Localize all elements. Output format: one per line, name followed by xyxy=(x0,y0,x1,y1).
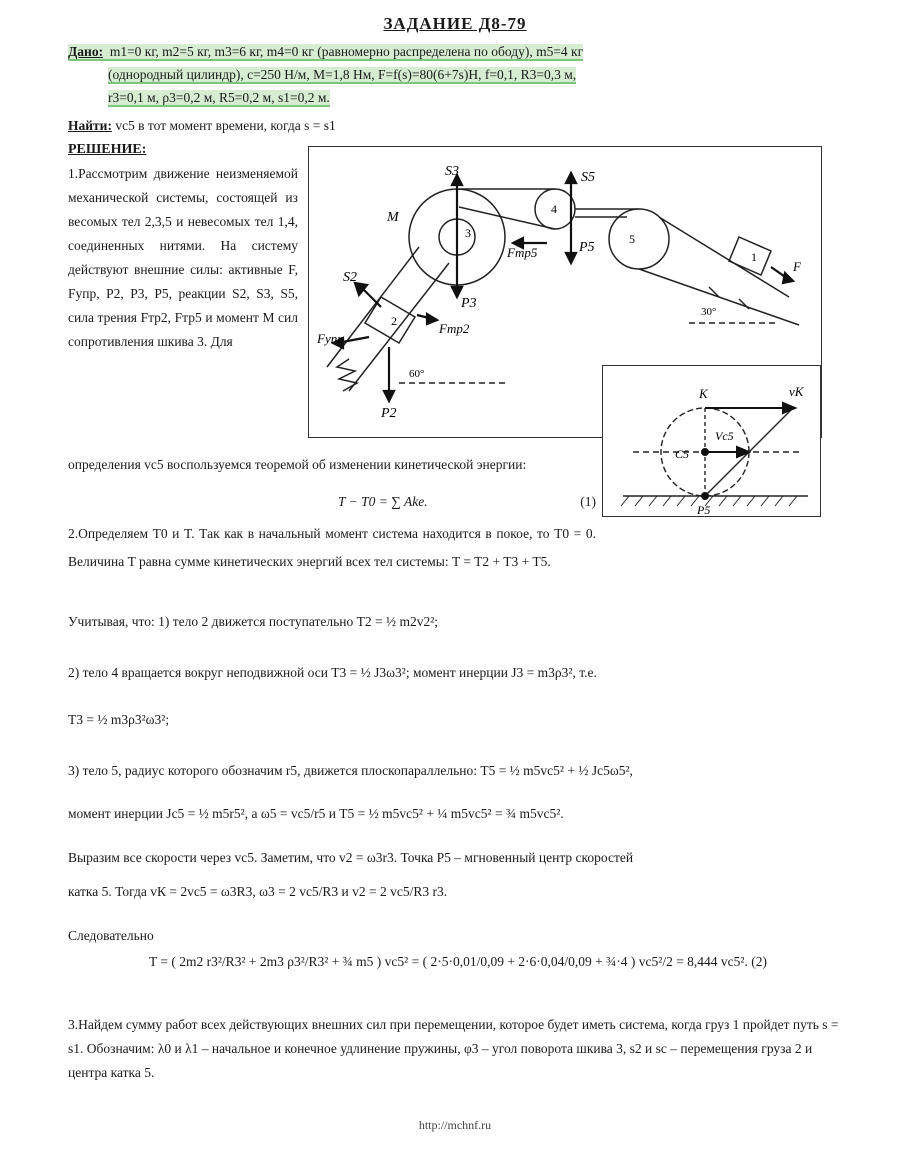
text-line-2: 2) тело 4 вращается вокруг неподвижной оси T3 = ½ J3ω3²; момент инерции J3 = m3ρ3², т.е. xyxy=(68,665,597,680)
label-ftr5: Fтр5 xyxy=(507,245,538,260)
label-angle-30: 30° xyxy=(701,306,717,318)
inset-label-p5: P5 xyxy=(697,503,711,516)
page-title: ЗАДАНИЕ Д8-79 xyxy=(383,14,527,33)
text-line-1: Учитывая, что: 1) тело 2 движется поступательно T2 = ½ m2v2²; xyxy=(68,614,439,629)
label-body-3: 3 xyxy=(465,226,471,240)
inset-label-k: K xyxy=(699,386,708,401)
find-label: Найти: xyxy=(68,118,112,133)
label-fupr: Fупр xyxy=(317,331,344,346)
inset-label-vk: vK xyxy=(789,384,804,399)
label-s2: S2 xyxy=(343,270,357,285)
paragraph-2: 2.Определяем T0 и T. Так как в начальный момент система находится в покое, то T0 = 0. Величина T равна сумме кинетических энергий всех тел системы: T = T2 + T3 + T5. xyxy=(68,526,596,569)
velocity-inset-figure xyxy=(602,365,821,517)
text-line-5: момент инерции Jс5 = ½ m5r5², а ω5 = vс5/r5 и T5 = ½ m5vс5² + ¼ m5vс5² = ¾ m5vс5². xyxy=(68,806,564,821)
solution-label: РЕШЕНИЕ: xyxy=(68,142,147,157)
label-s3: S3 xyxy=(445,164,459,179)
label-ftr2: Fтр2 xyxy=(439,321,470,336)
paragraph-1-continued: определения vс5 воспользуемся теоремой об изменении кинетической энергии: xyxy=(68,457,527,472)
label-m: M xyxy=(387,210,399,225)
kinetic-energy-equation: T = ( 2m2 r3²/R3² + 2m3 ρ3²/R3² + ¾ m5 ) vс5² = ( 2·5·0,01/0,09 + 2·6·0,04/0,09 + ¾·4 ) vс5²/2 = 8,444 vс5². (2) xyxy=(149,954,767,969)
label-s5: S5 xyxy=(581,170,595,185)
given-line-3: r3=0,1 м, ρ3=0,2 м, R5=0,2 м, s1=0,2 м. xyxy=(108,90,330,105)
label-f: F xyxy=(793,259,801,274)
inset-label-c5: C5 xyxy=(675,447,690,461)
text-line-8: Следовательно xyxy=(68,928,154,943)
paragraph-3: 3.Найдем сумму работ всех действующих внешних сил при перемещении, которое будет иметь система, когда груз 1 пройдет путь s = s1. Обозначим: λ0 и λ1 – начальное и конечное удлинение пружины, φ3 – угол поворота шкива 3, s2 и sc – перемещения груза 2 и центра катка 5. xyxy=(68,1017,839,1080)
given-label: Дано: xyxy=(68,44,104,59)
paragraph-1: 1.Рассмотрим движение неизменяемой механической системы, состоящей из весомых тел 2,3,5 и невесомых тел 1,4, соединенных нитями. На систему действуют внешние силы: активные F, Fупр, P2, P3, P5, реакции S2, S3, S5, сила трения Fтр2, Fтр5 и момент M сил сопротивления шкива 3. Для xyxy=(68,166,298,349)
text-line-4: 3) тело 5, радиус которого обозначим r5, движется плоскопараллельно: T5 = ½ m5vс5² + ½ Jс5ω5², xyxy=(68,763,633,778)
velocity-inset-drawing xyxy=(603,366,820,516)
given-line-2: (однородный цилиндр), c=250 Н/м, M=1,8 Нм, F=f(s)=80(6+7s)Н, f=0,1, R3=0,3 м, xyxy=(108,67,577,82)
label-body-4: 4 xyxy=(551,202,557,216)
label-body-1: 1 xyxy=(751,250,757,264)
label-body-2: 2 xyxy=(391,314,397,328)
text-line-3: T3 = ½ m3ρ3²ω3²; xyxy=(68,712,170,727)
label-p5: P5 xyxy=(579,240,595,255)
text-line-6: Выразим все скорости через vс5. Заметим, что v2 = ω3r3. Точка P5 – мгновенный центр скоростей xyxy=(68,850,634,865)
given-line-1: m1=0 кг, m2=5 кг, m3=6 кг, m4=0 кг (равномерно распределена по ободу), m5=4 кг xyxy=(109,44,584,59)
label-p2: P2 xyxy=(381,406,397,421)
equation-1-formula: T − T0 = ∑ Akе. xyxy=(338,494,428,509)
given-block xyxy=(68,40,838,109)
label-angle-60: 60° xyxy=(409,368,425,380)
find-text: vс5 в тот момент времени, когда s = s1 xyxy=(115,118,336,133)
equation-1-number: (1) xyxy=(580,494,596,509)
text-line-7: катка 5. Тогда vК = 2vс5 = ω3R3, ω3 = 2 vс5/R3 и v2 = 2 vс5/R3 r3. xyxy=(68,884,448,899)
inset-label-vc5: Vc5 xyxy=(715,429,734,443)
find-line xyxy=(68,118,336,134)
label-p3: P3 xyxy=(461,296,477,311)
footer-url: http://mchnf.ru xyxy=(418,1118,492,1132)
label-body-5: 5 xyxy=(629,232,635,246)
